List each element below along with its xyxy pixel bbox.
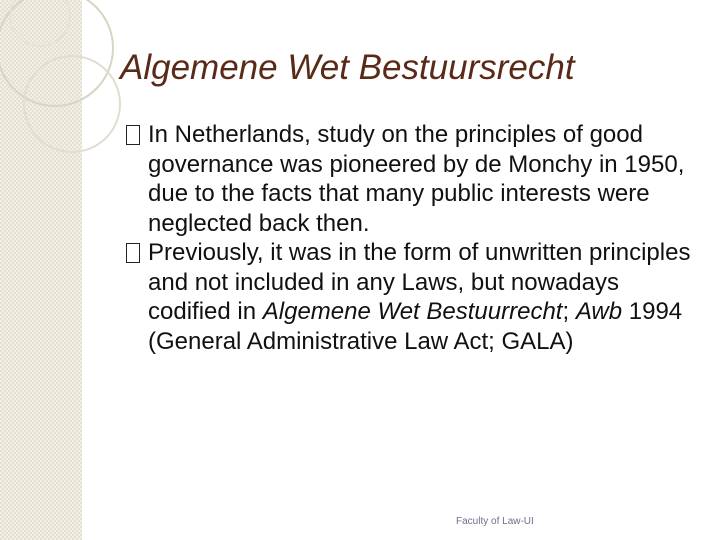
- law-name: Algemene Wet Bestuurrecht: [262, 298, 563, 325]
- law-abbreviation: Awb: [575, 298, 623, 325]
- bullet-item: [124, 120, 704, 238]
- bullet-icon: [124, 120, 148, 150]
- bullet-icon: [124, 238, 148, 268]
- slide-title: Algemene Wet Bestuursrecht: [120, 48, 575, 87]
- bullet-text: In Netherlands, study on the principles of good governance was pioneered by de Monchy in 1950, due to the facts that many public interests were neglected back then.: [148, 121, 685, 237]
- slide-body: [124, 120, 704, 356]
- footer: Faculty of Law-UI: [456, 516, 534, 527]
- bullet-text: 1994 (General Administrative Law Act; GALA): [148, 298, 683, 355]
- bullet-text: ;: [562, 298, 576, 325]
- bullet-text: Previously, it was in the form of unwritten principles and not included in any Laws, but nowadays codified in: [148, 239, 691, 325]
- bullet-item: [124, 238, 704, 356]
